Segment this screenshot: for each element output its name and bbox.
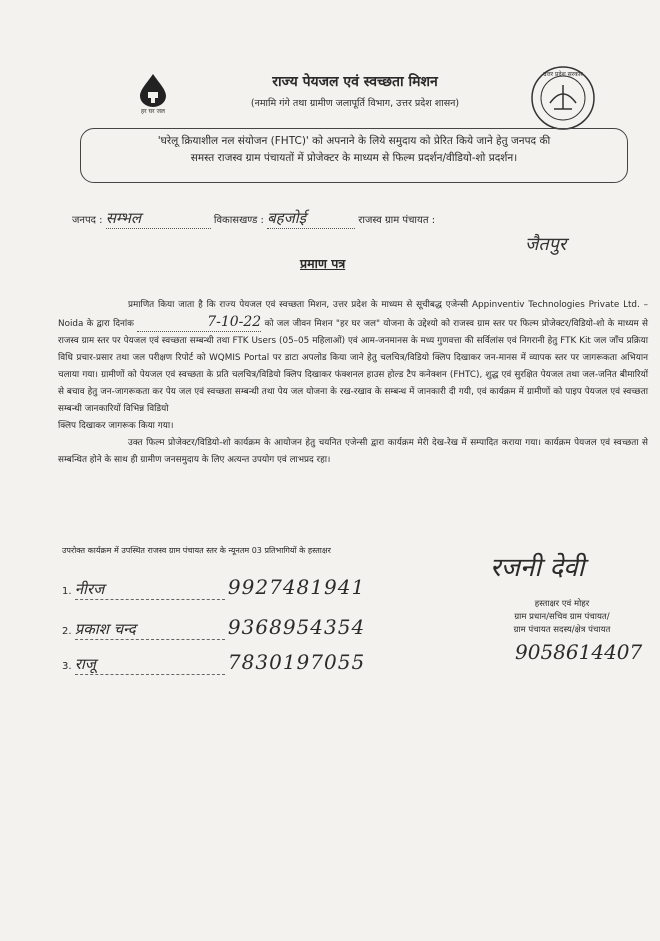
har-ghar-jal-logo [128,72,178,115]
attendee-number: 1. [62,586,72,597]
pradhan-signature: रजनी देवी [490,553,585,583]
block-label: विकासखण्ड : [213,215,264,226]
banner-line-2: समस्त राजस्व ग्राम पंचायतों में प्रोजेक्टर के माध्यम से फिल्म प्रदर्शन/वीडियो-शो प्रदर्शन। [190,152,518,164]
attendee-signature: प्रकाश चन्द [75,619,225,640]
district-value: सम्भल [106,208,211,229]
attendee-row [62,615,365,640]
attendees-intro: उपरोक्त कार्यक्रम में उपस्थित राजस्व ग्राम पंचायत स्तर के न्यूनतम 03 प्रतिभागियों के हस्ताक्षर [62,546,331,555]
mission-subtitle: (नमामि गंगे तथा ग्रामीण जलापूर्ति विभाग, उत्तर प्रदेश शासन) [250,98,460,109]
up-government-seal [530,65,596,131]
body-para-2: उक्त फिल्म प्रोजेक्टर/विडियो-शो कार्यक्रम के आयोजन हेतु चयनित एजेन्सी द्वारा कार्यक्रम मेरी देख-रेख में सम्पादित कराया गया। कार्यक्रम पेयजल एवं स्वच्छता से सम्बन्धित होने के साथ ही ग्रामीण जनसमुदाय के लिए अत्यन्त उपयोग एवं लाभप्रद रहा। [58,438,648,465]
signatory-caption-line-2: ग्राम प्रधान/सचिव ग्राम पंचायत/ [514,612,610,622]
signatory-caption-line-1: हस्ताक्षर एवं मोहर [534,599,590,609]
attendee-number: 3. [62,661,72,672]
attendee-phone: 9368954354 [227,615,366,639]
seal-text: उत्तर प्रदेश सरकार [543,71,583,78]
body-para-1b: को जल जीवन मिशन "हर घर जल" योजना के उद्देश्यो को राजस्व ग्राम स्तर पर फिल्म प्रोजेक्टर/विडियो-शो के माध्यम से राजस्व ग्राम स्तर पर पेयजल एवं स्वच्छता सम्बन्धी तथा FTK Users (05–05 महिलाओं) एवं आम-जनमानस के मध्य गुणवत्ता की सर्विलांस एवं निगरानी हेतु FTK Kit जल जाँच प्रक्रिया विधि प्रचार-प्रसार तथा जल परीक्षण रिपोर्ट को WQMIS Portal पर डाटा अपलोड किया जाने हेतु चलचित्र/विडियो क्लिप दिखाकर जन-मानस में व्यापक स्तर पर जागरूकता अभियान चलाया गया। ग्रामीणों को पेयजल एवं स्वच्छता के प्रति चलचित्र/विडियो क्लिप दिखाकर फंक्शनल हाउस होल्ड टैप कनेक्शन (FHTC), शुद्ध एवं सुरक्षित पेयजल तथा जल-जनित बीमारियों से बचाव हेतु जन-जागरूकता कर पेय जल एवं स्वच्छता सम्बन्धी तथा पेय जल योजना के रख-रखाव के सम्बन्ध में जानकारी दी गयी, एवं कार्यक्रम में ग्रामीणों को पाइप पेयजल एवं स्वच्छता सम्बन्धी जानकारियों विभिन्न विडियो [58,319,649,414]
certificate-title: प्रमाण पत्र [300,256,346,271]
mission-title: राज्य पेयजल एवं स्वच्छता मिशन [272,74,438,90]
body-para-1a: प्रमाणित किया जाता है कि राज्य पेयजल एवं स्वच्छता मिशन, उत्तर प्रदेश के माध्यम से सूचीबद्ध एजेन्सी Appinventiv Technologies Private Ltd. – Noida के द्वारा दिनांक [58,300,648,329]
attendee-row [62,575,365,600]
attendee-number: 2. [62,626,72,637]
program-date: 7-10-22 [137,314,261,332]
gram-panchayat-label: राजस्व ग्राम पंचायत : [358,215,436,226]
attendee-phone: 9927481941 [227,575,366,599]
location-fields [72,208,435,229]
gram-panchayat-value: जैतपुर [525,234,567,255]
district-label: जनपद : [72,215,103,226]
body-para-1c: क्लिप दिखाकर जागरूक किया गया। [58,421,174,431]
signatory-phone: 9058614407 [515,640,643,664]
program-banner [80,128,628,183]
attendee-phone: 7830197055 [227,650,366,674]
logo-caption: हर घर जल [141,108,165,115]
signatory-caption-line-3: ग्राम पंचायत सदस्य/क्षेत्र पंचायत [513,625,611,635]
attendee-signature: राजू [75,654,225,675]
attendee-signature: नीरज [75,579,225,600]
block-value: बहजोई [267,208,355,229]
signatory-caption [472,598,652,637]
attendee-row [62,650,365,675]
certificate-body [58,297,648,469]
banner-line-1: 'घरेलू क्रियाशील नल संयोजन (FHTC)' को अपनाने के लिये समुदाय को प्रेरित किये जाने हेतु जनपद की [157,135,551,147]
